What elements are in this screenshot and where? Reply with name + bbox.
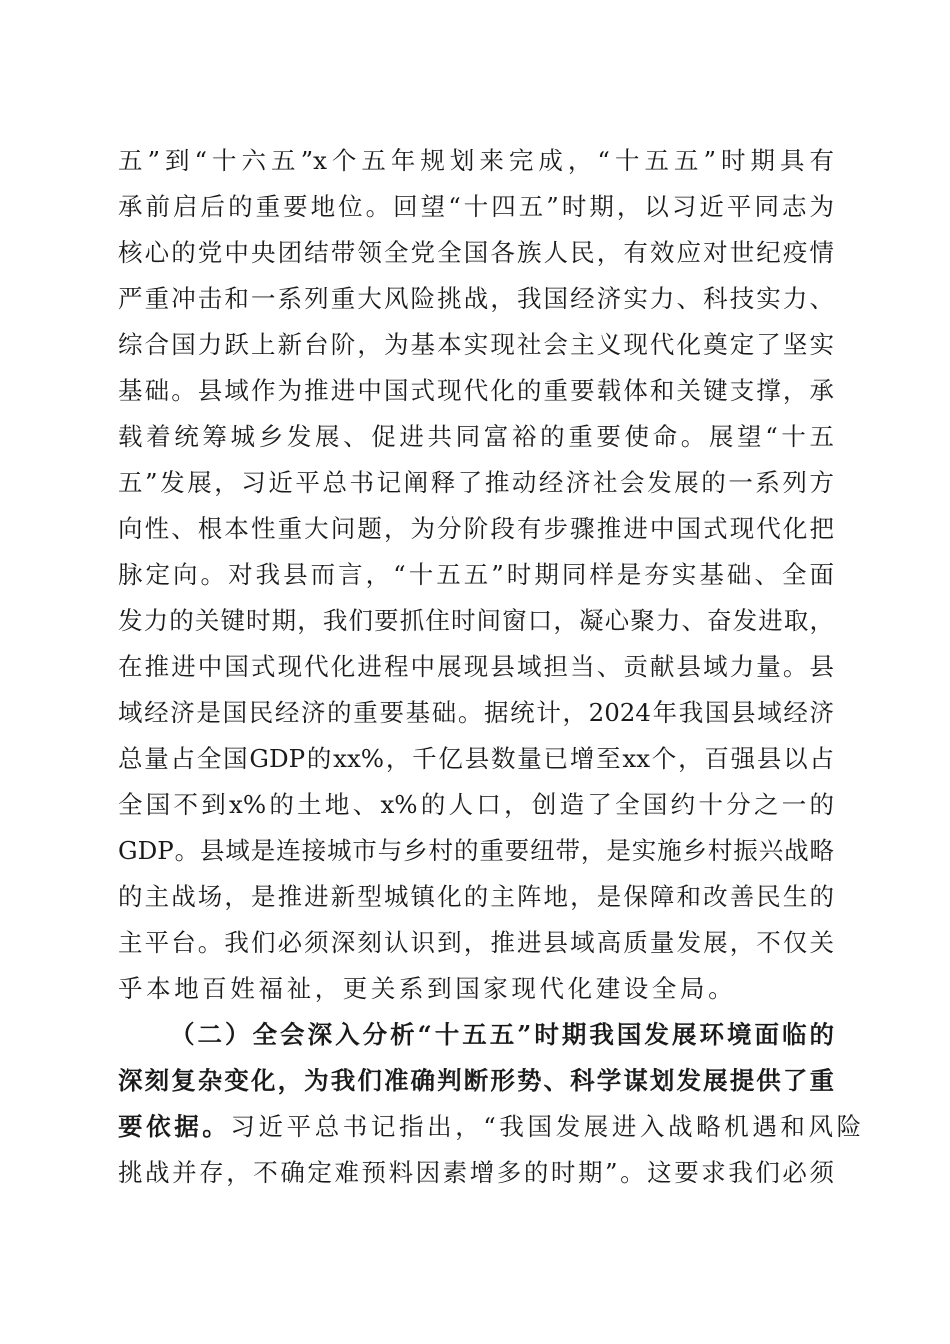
text-line: 的主战场，是推进新型城镇化的主阵地，是保障和改善民生的 xyxy=(118,882,834,911)
text-line: 主平台。我们必须深刻认识到，推进县域高质量发展，不仅关 xyxy=(118,928,834,957)
text-line: 综合国力跃上新台阶，为基本实现社会主义现代化奠定了坚实 xyxy=(118,330,834,359)
text-line: 五”发展，习近平总书记阐释了推动经济社会发展的一系列方 xyxy=(118,468,834,497)
text-line: 发力的关键时期，我们要抓住时间窗口，凝心聚力、奋发进取， xyxy=(118,606,834,635)
text-line: 承前启后的重要地位。回望“十四五”时期，以习近平同志为 xyxy=(118,192,834,221)
text-line: 严重冲击和一系列重大风险挑战，我国经济实力、科技实力、 xyxy=(118,284,834,313)
section-heading-line: （二）全会深入分析“十五五”时期我国发展环境面临的 xyxy=(170,1020,834,1049)
text-line: 挑战并存，不确定难预料因素增多的时期”。这要求我们必须 xyxy=(118,1158,834,1187)
mixed-line xyxy=(118,1110,865,1144)
text-line: 核心的党中央团结带领全党全国各族人民，有效应对世纪疫情 xyxy=(118,238,834,267)
text-line: 脉定向。对我县而言，“十五五”时期同样是夯实基础、全面 xyxy=(118,560,834,589)
text-line: 载着统筹城乡发展、促进共同富裕的重要使命。展望“十五 xyxy=(118,422,834,451)
section-heading-line: 深刻复杂变化，为我们准确判断形势、科学谋划发展提供了重 xyxy=(118,1066,834,1095)
text-line: 在推进中国式现代化进程中展现县域担当、贡献县域力量。县 xyxy=(118,652,834,681)
text-span: 习近平总书记指出，“我国发展进入战略机遇和风险 xyxy=(230,1112,865,1141)
text-line: 基础。县域作为推进中国式现代化的重要载体和关键支撑，承 xyxy=(118,376,834,405)
text-line: GDP。县域是连接城市与乡村的重要纽带，是实施乡村振兴战略 xyxy=(118,836,834,865)
text-line: 乎本地百姓福祉，更关系到国家现代化建设全局。 xyxy=(118,974,737,1003)
text-line: 向性、根本性重大问题，为分阶段有步骤推进中国式现代化把 xyxy=(118,514,834,543)
text-line: 五”到“十六五”x个五年规划来完成，“十五五”时期具有 xyxy=(118,146,834,175)
text-line: 总量占全国GDP的xx%，千亿县数量已增至xx个，百强县以占 xyxy=(118,744,834,773)
text-line: 域经济是国民经济的重要基础。据统计，2024年我国县域经济 xyxy=(118,698,834,727)
text-line: 全国不到x%的土地、x%的人口，创造了全国约十分之一的 xyxy=(118,790,834,819)
section-heading-end: 要依据。 xyxy=(118,1112,231,1141)
